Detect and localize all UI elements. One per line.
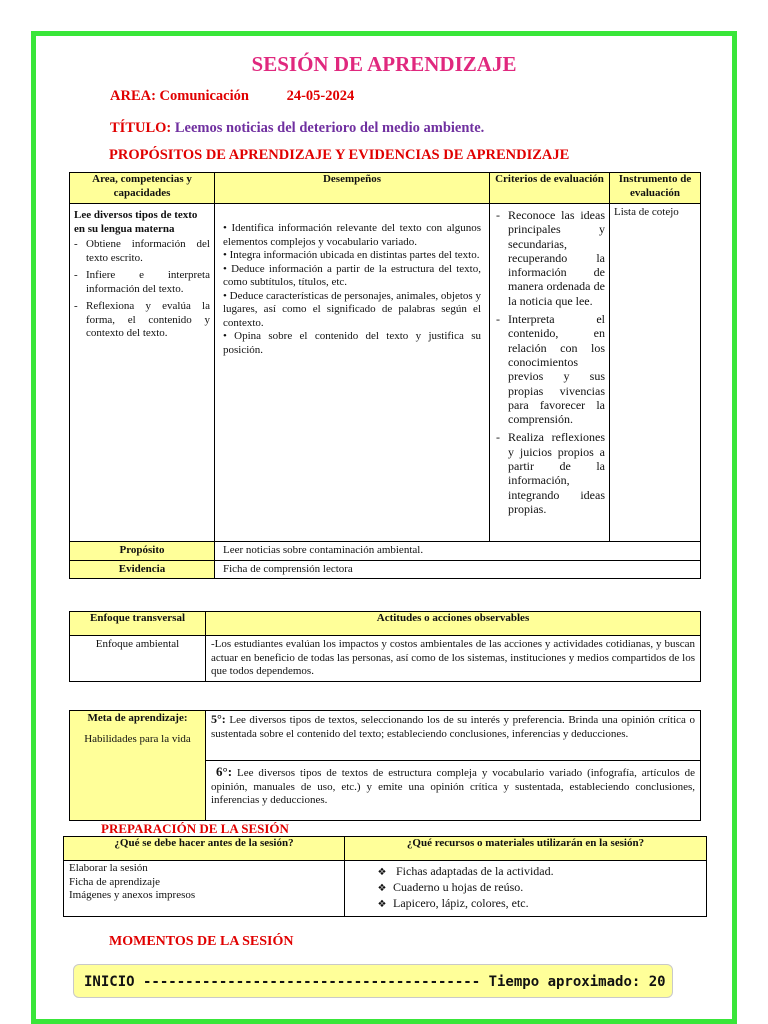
header-criterios: Criterios de evaluación <box>490 173 610 204</box>
criterios-list <box>496 208 605 516</box>
grade5-label: 5°: <box>211 712 226 726</box>
desempeno-item: • Deduce información a partir de la estructura del texto, como subtítulos, títulos, etc. <box>223 262 481 288</box>
antes-item: Elaborar la sesión <box>69 862 148 874</box>
header-instrumento: Instrumento de evaluación <box>610 173 701 204</box>
meta-label: Meta de aprendizaje: <box>87 712 188 724</box>
grade5-text: Lee diversos tipos de textos, seleccionando los de su interés y preferencia. Brinda una opinión crítica o sustentada sobre el contenido del texto; estableciendo conclusiones, inferencias y deducciones. <box>211 714 695 740</box>
desempeno-item: • Identifica información relevante del texto con algunos elementos complejos y vocabulario variado. <box>223 222 481 248</box>
capacidad-item: - Infiere e interpreta información del texto. <box>74 269 210 296</box>
diamond-bullet-icon: ❖ <box>377 883 387 894</box>
evidencia-value: Ficha de comprensión lectora <box>215 560 701 579</box>
header-recursos: ¿Qué recursos o materiales utilizarán en la sesión? <box>345 837 707 861</box>
header-desempenos: Desempeños <box>215 173 490 204</box>
enfoque-table <box>69 611 701 682</box>
evidencia-label: Evidencia <box>70 560 215 579</box>
header-antes: ¿Qué se debe hacer antes de la sesión? <box>64 837 345 861</box>
competencia-title: Lee diversos tipos de texto en su lengua materna <box>74 209 198 235</box>
propositos-table <box>69 172 701 579</box>
header-area-competencias: Area, competencias y capacidades <box>70 173 215 204</box>
actitud-value: -Los estudiantes evalúan los impactos y costos ambientales de las acciones y actividades cotidianas, y buscan actuar en beneficio de todas las personas, así como de los sistemas, instituciones y medios compartidos de los que todos dependemos. <box>206 636 701 682</box>
grade6-cell <box>206 761 701 821</box>
titulo-label: TÍTULO: <box>110 120 172 136</box>
area-label: AREA: Comunicación <box>110 88 249 104</box>
meta-table <box>69 710 701 821</box>
desempenos-cell <box>215 204 490 542</box>
criterio-item: - Interpreta el contenido, en relación con los conocimientos previos y sus propias vivencias para favorecer la comprensión. <box>496 312 605 426</box>
proposito-label: Propósito <box>70 542 215 561</box>
capacidad-item: - Obtiene información del texto escrito. <box>74 238 210 265</box>
grade6-text: Lee diversos tipos de textos de estructura compleja y vocabulario variado (infografía, artículos de opinión, manuales de uso, etc.) y emite una opinión crítica y sustentada, estableciendo conclusiones, inferencias y deducciones. <box>211 767 695 806</box>
preparacion-table <box>63 836 707 917</box>
competencias-cell <box>70 204 215 542</box>
inicio-bar: INICIO ---------------------------------------- Tiempo aproximado: 20 <box>73 964 673 998</box>
instrumento-cell: Lista de cotejo <box>610 204 701 542</box>
proposito-value: Leer noticias sobre contaminación ambiental. <box>215 542 701 561</box>
session-date: 24-05-2024 <box>286 88 355 104</box>
meta-cell <box>70 711 206 821</box>
criterio-item: - Realiza reflexiones y juicios propios a partir de la información, integrando ideas propias. <box>496 430 605 516</box>
header-enfoque: Enfoque transversal <box>70 612 206 636</box>
desempeno-item: • Deduce características de personajes, animales, objetos y lugares, así como el significado de palabras según el contexto. <box>223 289 481 329</box>
grade5-cell <box>206 711 701 761</box>
desempeno-item: • Integra información ubicada en distintas partes del texto. <box>223 249 480 261</box>
antes-cell <box>64 861 345 917</box>
header-actitudes: Actitudes o acciones observables <box>206 612 701 636</box>
propositos-heading: PROPÓSITOS DE APRENDIZAJE Y EVIDENCIAS DE APRENDIZAJE <box>109 147 570 163</box>
antes-item: Imágenes y anexos impresos <box>69 889 196 901</box>
enfoque-value: Enfoque ambiental <box>70 636 206 682</box>
page-title: SESIÓN DE APRENDIZAJE <box>251 52 517 76</box>
antes-item: Ficha de aprendizaje <box>69 875 161 888</box>
recurso-item: ❖ Lapicero, lápiz, colores, etc. <box>371 896 701 912</box>
recurso-item: ❖ Fichas adaptadas de la actividad. <box>371 864 701 880</box>
capacidad-item: - Reflexiona y evalúa la forma, el contenido y contexto del texto. <box>74 300 210 341</box>
titulo-line <box>110 120 484 137</box>
criterios-cell <box>490 204 610 542</box>
criterio-item: - Reconoce las ideas principales y secundarias, recuperando la información de manera ordenada de la noticia que lee. <box>496 208 605 308</box>
grade6-label: 6°: <box>216 764 233 779</box>
area-line <box>110 88 354 105</box>
recurso-item: ❖ Cuaderno u hojas de reúso. <box>371 880 701 896</box>
capacidades-list <box>74 238 210 341</box>
recursos-cell <box>345 861 707 917</box>
momentos-heading: MOMENTOS DE LA SESIÓN <box>109 934 294 949</box>
diamond-bullet-icon: ❖ <box>377 867 387 878</box>
desempeno-item: • Opina sobre el contenido del texto y justifica su posición. <box>223 330 481 356</box>
diamond-bullet-icon: ❖ <box>377 899 387 910</box>
titulo-value: Leemos noticias del deterioro del medio ambiente. <box>174 120 485 136</box>
habilidades-label: Habilidades para la vida <box>84 732 191 745</box>
preparacion-heading: PREPARACIÓN DE LA SESIÓN <box>101 821 289 836</box>
